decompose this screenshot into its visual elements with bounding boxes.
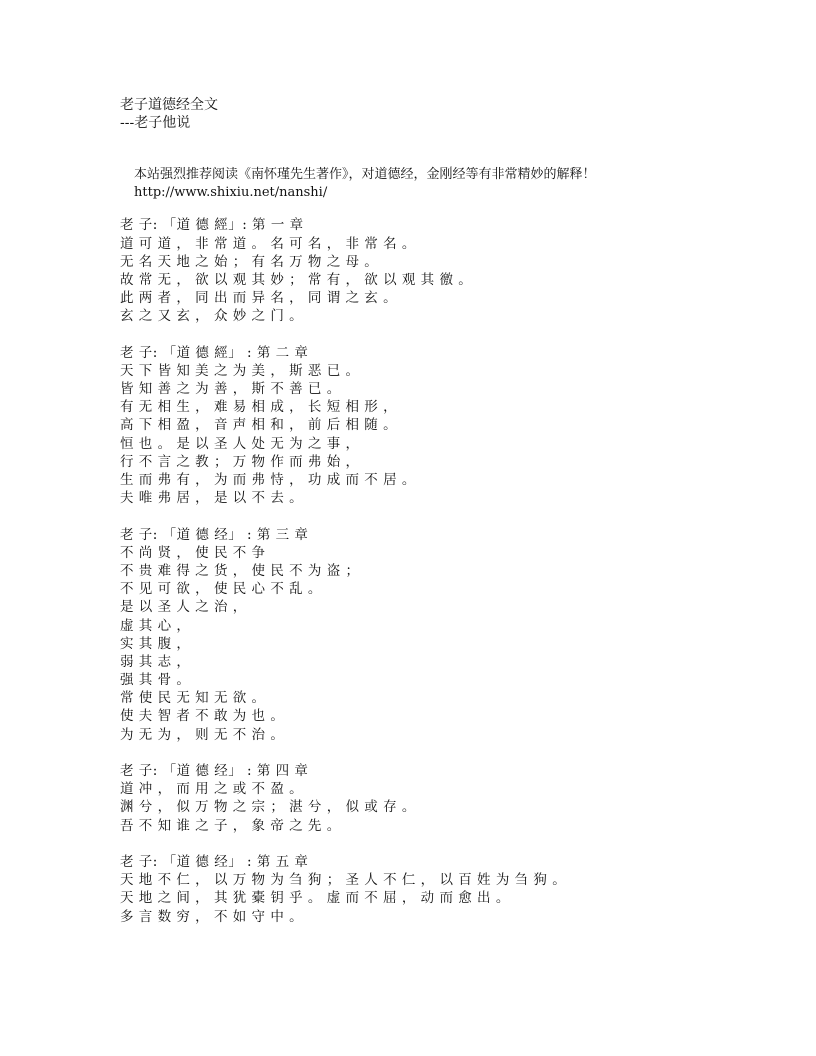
verse-line: 皆 知 善 之 为 善 ， 斯 不 善 已 。 (120, 381, 341, 398)
chapter-title: 老 子: 「道 德 经」 : 第 三 章 (120, 526, 309, 543)
verse-line: 道 冲 ， 而 用 之 或 不 盈 。 (120, 781, 304, 798)
verse-line: 行 不 言 之 教 ； 万 物 作 而 弗 始 ， (120, 453, 360, 470)
verse-line: 天 地 之 间 ， 其 犹 橐 钥 乎 。 虚 而 不 屈 ， 动 而 愈 出 。 (120, 890, 510, 907)
verse-line: 恒 也 。 是 以 圣 人 处 无 为 之 事 ， (120, 435, 360, 452)
recommendation-block (120, 166, 776, 202)
recommendation-link[interactable]: http://www.shixiu.net/nanshi/ (134, 185, 328, 201)
verse-line: 实 其 腹 ， (120, 635, 191, 652)
verse-line: 为 无 为 ， 则 无 不 治 。 (120, 726, 285, 743)
verse-line: 有 无 相 生 ， 难 易 相 成 ， 长 短 相 形 ， (120, 399, 398, 416)
verse-line: 不 贵 难 得 之 货 ， 使 民 不 为 盗 ； (120, 562, 360, 579)
verse-line: 使 夫 智 者 不 敢 为 也 。 (120, 708, 285, 725)
verse-line: 夫 唯 弗 居 ， 是 以 不 去 。 (120, 490, 304, 507)
verse-line: 故 常 无 ， 欲 以 观 其 妙 ； 常 有 ， 欲 以 观 其 徼 。 (120, 271, 473, 288)
chapter-title: 老 子: 「道 德 经」 : 第 四 章 (120, 763, 309, 779)
chapter-5 (120, 853, 776, 926)
verse-line: 道 可 道 ， 非 常 道 。 名 可 名 ， 非 常 名 。 (120, 235, 416, 252)
verse-line: 此 两 者 ， 同 出 而 异 名 ， 同 谓 之 玄 。 (120, 290, 398, 307)
verse-line: 弱 其 志 ， (120, 653, 191, 670)
verse-line: 不 尚 贤 ， 使 民 不 争 (120, 544, 266, 561)
chapter-title: 老 子: 「道 德 经」 : 第 五 章 (120, 853, 309, 870)
verse-line: 吾 不 知 谁 之 子 ， 象 帝 之 先 。 (120, 817, 341, 834)
verse-line: 天 地 不 仁 ， 以 万 物 为 刍 狗 ； 圣 人 不 仁 ， 以 百 姓 为 刍 狗 。 (120, 872, 567, 889)
verse-line: 是 以 圣 人 之 治 ， (120, 599, 247, 616)
verse-line: 强 其 骨 。 (120, 672, 191, 689)
verse-line: 渊 兮 ， 似 万 物 之 宗 ； 湛 兮 ， 似 或 存 。 (120, 799, 416, 816)
verse-line: 玄 之 又 玄 ， 众 妙 之 门 。 (120, 308, 304, 325)
chapter-4 (120, 762, 776, 835)
document-title: 老子道德经全文 (120, 97, 218, 113)
verse-line: 生 而 弗 有 ， 为 而 弗 恃 ， 功 成 而 不 居 。 (120, 472, 416, 488)
chapter-title: 老 子: 「道 德 經」: 第 一 章 (120, 217, 304, 234)
verse-line: 常 使 民 无 知 无 欲 。 (120, 690, 266, 707)
verse-line: 高 下 相 盈 ， 音 声 相 和 ， 前 后 相 随 。 (120, 417, 398, 434)
verse-line: 虚 其 心 ， (120, 617, 191, 634)
chapter-2 (120, 344, 776, 508)
document-subtitle: ---老子他说 (120, 115, 191, 131)
verse-line: 无 名 天 地 之 始 ； 有 名 万 物 之 母 。 (120, 253, 379, 270)
verse-line: 不 见 可 欲 ， 使 民 心 不 乱 。 (120, 581, 322, 598)
document-header (120, 96, 776, 132)
verse-line: 天 下 皆 知 美 之 为 美 ， 斯 恶 已 。 (120, 362, 360, 379)
verse-line: 多 言 数 穷 ， 不 如 守 中 。 (120, 908, 304, 925)
recommendation-text: 本站强烈推荐阅读《南怀瑾先生著作》，对道德经，金刚经等有非常精妙的解释！ (134, 167, 596, 182)
chapter-1 (120, 216, 776, 325)
chapter-title: 老 子: 「道 德 經」 : 第 二 章 (120, 344, 309, 361)
chapter-3 (120, 526, 776, 744)
